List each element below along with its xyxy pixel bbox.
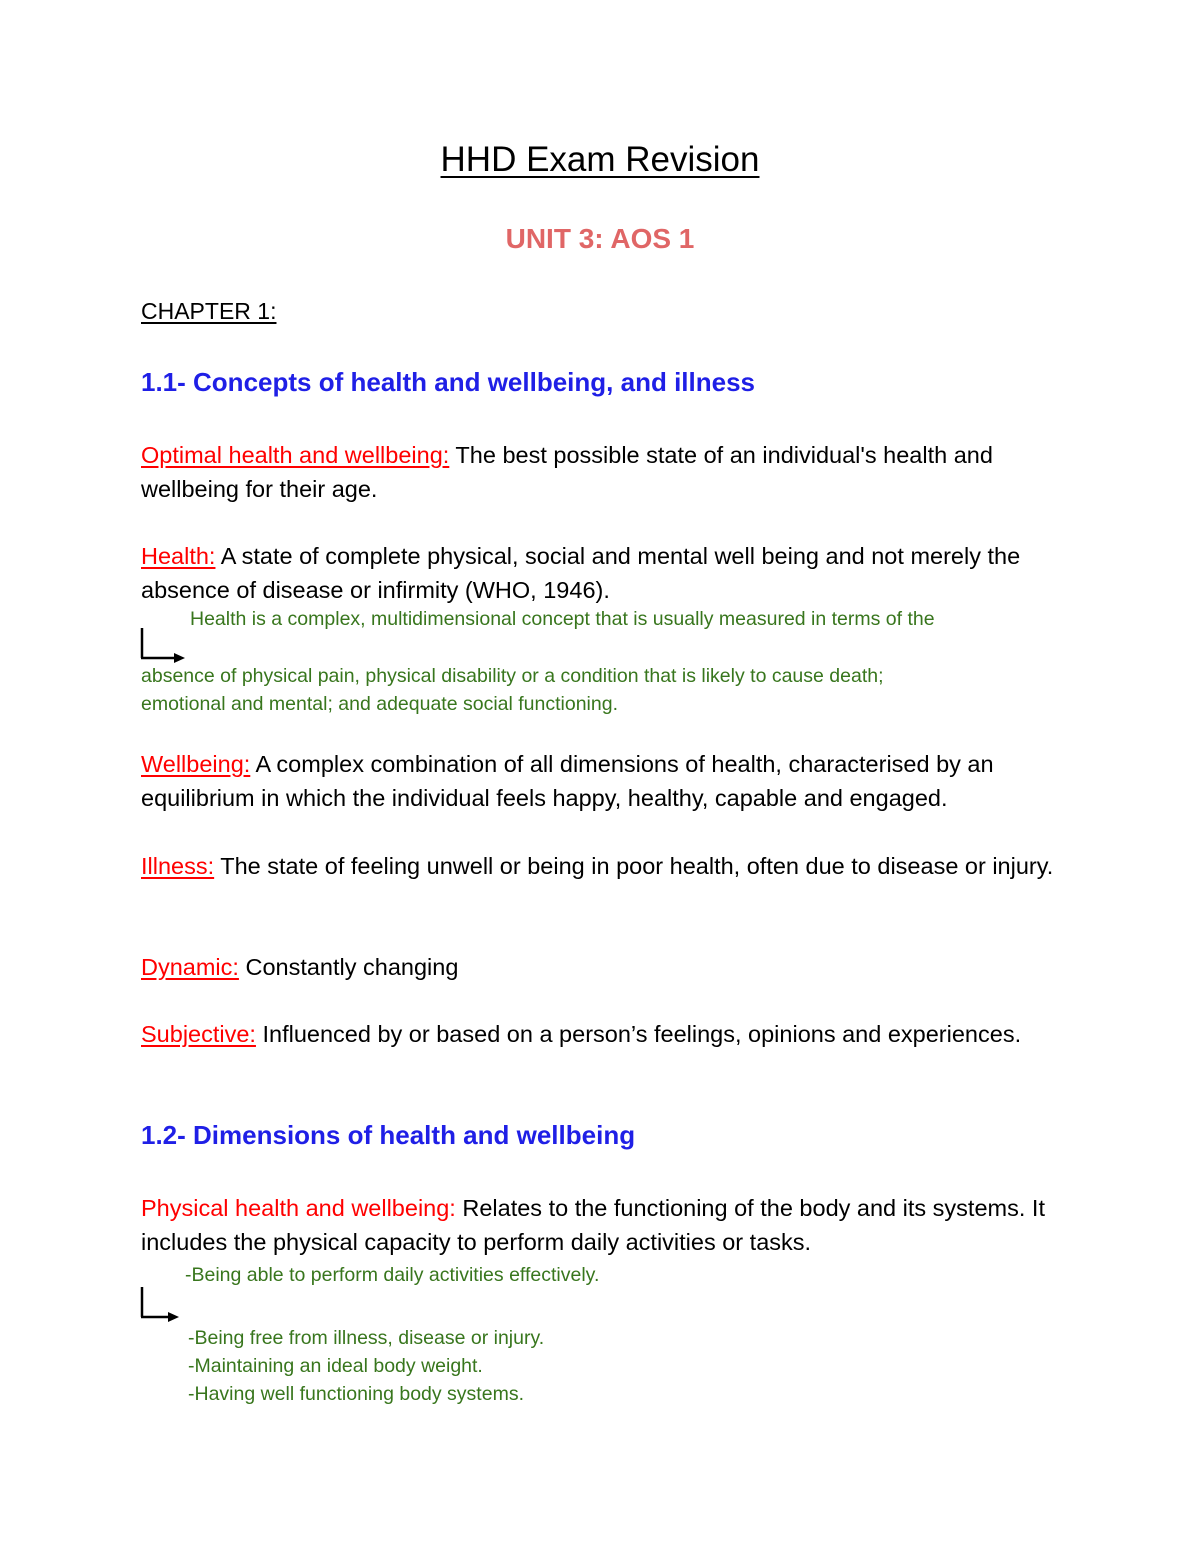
chapter-heading: CHAPTER 1:: [141, 298, 277, 324]
definition-term: Physical health and wellbeing:: [141, 1195, 456, 1221]
definition-term: Health:: [141, 543, 216, 569]
health-note-line-2: absence of physical pain, physical disability or a condition that is likely to cause death;: [141, 665, 884, 687]
definition-health: [141, 539, 1071, 607]
physical-bullet-4: -Having well functioning body systems.: [188, 1383, 524, 1405]
definition-optimal-health: [141, 438, 1071, 506]
definition-illness: [141, 849, 1071, 883]
section-heading-1-1: 1.1- Concepts of health and wellbeing, and illness: [141, 367, 755, 397]
physical-bullet-1: -Being able to perform daily activities effectively.: [185, 1264, 600, 1286]
unit-heading: UNIT 3: AOS 1: [505, 223, 695, 254]
definition-term: Dynamic:: [141, 954, 239, 980]
arrow-icon: [138, 1283, 186, 1325]
definition-text: Influenced by or based on a person’s feelings, opinions and experiences.: [255, 1021, 1022, 1047]
definition-subjective: [141, 1017, 1071, 1051]
document-title: HHD Exam Revision: [440, 140, 760, 179]
definition-term: Subjective:: [141, 1021, 256, 1047]
physical-bullet-3: -Maintaining an ideal body weight.: [188, 1355, 483, 1377]
section-heading-1-2: 1.2- Dimensions of health and wellbeing: [141, 1120, 636, 1150]
definition-text: A complex combination of all dimensions of health, characterised by an equilibrium in which the individual feels happy, healthy, capable and engaged.: [141, 751, 994, 811]
definition-text: A state of complete physical, social and mental well being and not merely the absence of disease or infirmity (WHO, 1946).: [141, 543, 1021, 603]
health-note-line-3: emotional and mental; and adequate social functioning.: [141, 693, 618, 715]
health-note-line-1: Health is a complex, multidimensional concept that is usually measured in terms of the: [190, 608, 935, 630]
definition-text: Constantly changing: [238, 954, 459, 980]
definition-text: Relates to the functioning of the body and its systems. It includes the physical capacity to perform daily activities or tasks.: [141, 1195, 1045, 1255]
physical-bullet-2: -Being free from illness, disease or injury.: [188, 1327, 545, 1349]
definition-dynamic: [141, 950, 1071, 984]
definition-text: The state of feeling unwell or being in poor health, often due to disease or injury.: [214, 853, 1054, 879]
definition-term: Wellbeing:: [141, 751, 251, 777]
definition-wellbeing: [141, 747, 1071, 815]
definition-term: Optimal health and wellbeing:: [141, 442, 450, 468]
definition-term: Illness:: [141, 853, 215, 879]
definition-text: The best possible state of an individual's health and wellbeing for their age.: [141, 442, 993, 502]
arrow-icon: [138, 624, 190, 666]
definition-physical-health: [141, 1191, 1071, 1259]
